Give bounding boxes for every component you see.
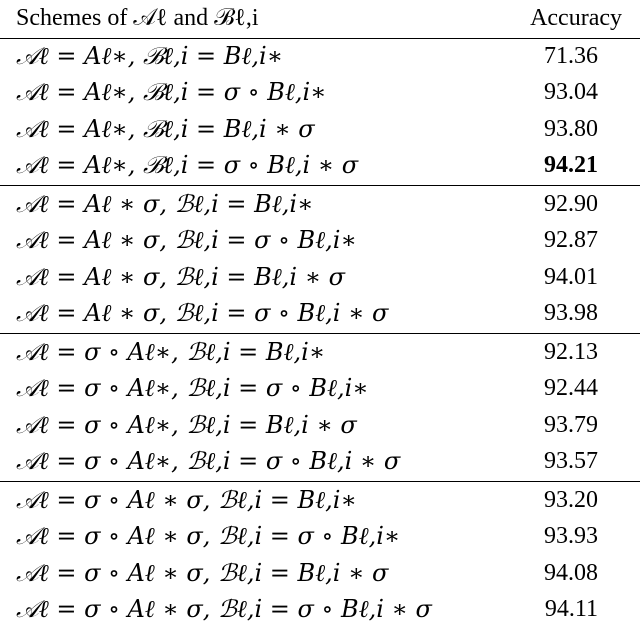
accuracy-cell: 93.98 [544,299,598,326]
table-header [0,0,640,36]
scheme-cell: 𝒜ℓ = σ ∘ Aℓ∗, ℬℓ,i = σ ∘ Bℓ,i∗ [16,373,369,402]
table-row [0,591,640,627]
accuracy-cell: 93.93 [544,522,598,549]
table-row [0,38,640,74]
accuracy-cell: 93.20 [544,486,598,513]
scheme-cell: 𝒜ℓ = σ ∘ Aℓ ∗ σ, ℬℓ,i = σ ∘ Bℓ,i∗ [16,521,401,550]
best-accuracy-cell: 94.21 [544,151,598,178]
scheme-cell: 𝒜ℓ = Aℓ∗, ℬℓ,i = Bℓ,i ∗ σ [16,114,315,143]
table-row [0,482,640,518]
table-row [0,370,640,406]
accuracy-cell: 93.04 [544,78,598,105]
accuracy-cell: 93.57 [544,447,598,474]
scheme-cell: 𝒜ℓ = Aℓ∗, ℬℓ,i = Bℓ,i∗ [16,41,284,70]
table-row [0,407,640,443]
table-row [0,186,640,222]
accuracy-cell: 92.87 [544,226,598,253]
table-row [0,295,640,331]
table-row [0,334,640,370]
table-row [0,555,640,591]
scheme-cell: 𝒜ℓ = Aℓ ∗ σ, ℬℓ,i = σ ∘ Bℓ,i ∗ σ [16,298,389,327]
table-row [0,74,640,110]
scheme-cell: 𝒜ℓ = σ ∘ Aℓ∗, ℬℓ,i = Bℓ,i ∗ σ [16,410,357,439]
scheme-cell: 𝒜ℓ = Aℓ ∗ σ, ℬℓ,i = σ ∘ Bℓ,i∗ [16,225,357,254]
scheme-column-header: Schemes of 𝒜ℓ and ℬℓ,i [16,4,259,31]
accuracy-cell: 71.36 [544,42,598,69]
scheme-cell: 𝒜ℓ = Aℓ∗, ℬℓ,i = σ ∘ Bℓ,i ∗ σ [16,150,359,179]
accuracy-cell: 94.11 [544,595,598,622]
table-row [0,111,640,147]
table-row [0,518,640,554]
accuracy-cell: 93.80 [544,115,598,142]
scheme-cell: 𝒜ℓ = σ ∘ Aℓ ∗ σ, ℬℓ,i = Bℓ,i ∗ σ [16,558,389,587]
table-row [0,443,640,479]
accuracy-cell: 92.44 [544,374,598,401]
accuracy-cell: 94.01 [544,263,598,290]
accuracy-cell: 92.13 [544,338,598,365]
scheme-cell: 𝒜ℓ = Aℓ ∗ σ, ℬℓ,i = Bℓ,i∗ [16,189,314,218]
scheme-cell: 𝒜ℓ = σ ∘ Aℓ ∗ σ, ℬℓ,i = σ ∘ Bℓ,i ∗ σ [16,594,432,623]
scheme-cell: 𝒜ℓ = σ ∘ Aℓ∗, ℬℓ,i = Bℓ,i∗ [16,337,326,366]
accuracy-cell: 93.79 [544,411,598,438]
table-row [0,147,640,183]
accuracy-column-header: Accuracy [530,4,622,31]
accuracy-cell: 94.08 [544,559,598,586]
scheme-cell: 𝒜ℓ = Aℓ∗, ℬℓ,i = σ ∘ Bℓ,i∗ [16,77,327,106]
scheme-cell: 𝒜ℓ = Aℓ ∗ σ, ℬℓ,i = Bℓ,i ∗ σ [16,262,346,291]
accuracy-cell: 92.90 [544,190,598,217]
scheme-cell: 𝒜ℓ = σ ∘ Aℓ ∗ σ, ℬℓ,i = Bℓ,i∗ [16,485,357,514]
table-row [0,259,640,295]
scheme-cell: 𝒜ℓ = σ ∘ Aℓ∗, ℬℓ,i = σ ∘ Bℓ,i ∗ σ [16,446,401,475]
table-row [0,222,640,258]
